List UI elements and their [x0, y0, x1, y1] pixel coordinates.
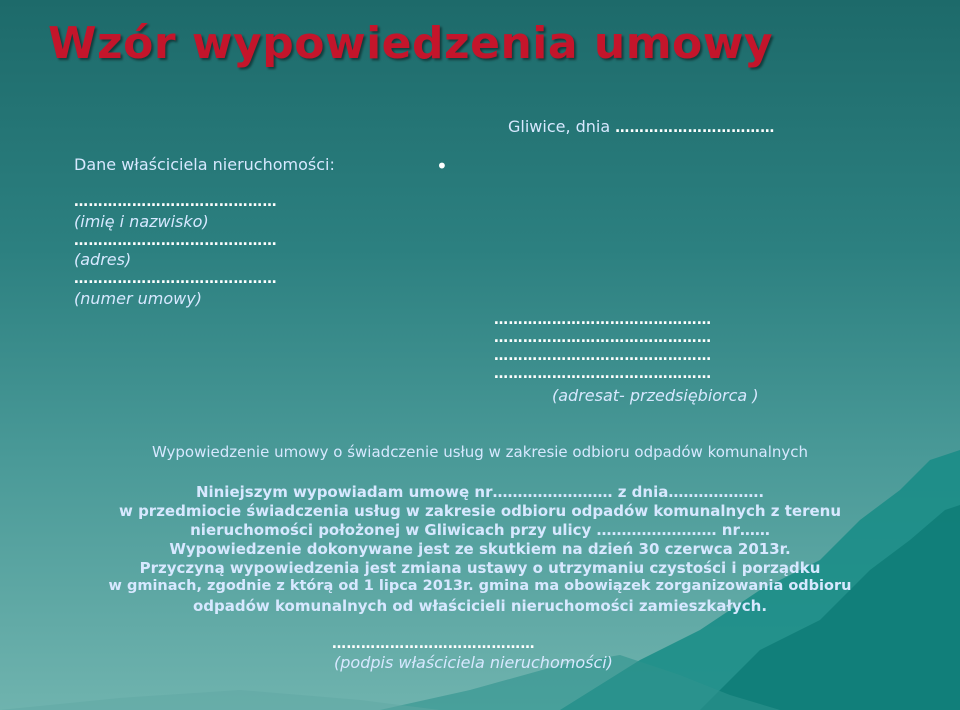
date-dots: …………………………… [615, 120, 775, 136]
date-label: Gliwice, dnia [508, 117, 611, 136]
addressee-dots: ……………………………………… [494, 348, 712, 364]
contract-number-label: (numer umowy) [74, 289, 202, 308]
owner-name-label: (imię i nazwisko) [74, 212, 209, 231]
bullet-icon: • [436, 154, 448, 178]
contract-number-dots: …………………………………… [74, 271, 277, 287]
owner-heading: Dane właściciela nieruchomości: [74, 155, 335, 174]
addressee-label: (adresat- przedsiębiorca ) [552, 386, 759, 405]
addressee-dots: ……………………………………… [494, 330, 712, 346]
subject-line: Wypowiedzenie umowy o świadczenie usług w zakresie odbioru odpadów komunalnych [151, 443, 809, 461]
owner-address-label: (adres) [74, 250, 132, 269]
body-line: Przyczyną wypowiedzenia jest zmiana ustawy o utrzymaniu czystości i porządku [139, 559, 821, 577]
body-line: Wypowiedzenie dokonywane jest ze skutkiem na dzień 30 czerwca 2013r. [169, 540, 791, 558]
addressee-dots: ……………………………………… [494, 312, 712, 328]
page-title: Wzór wypowiedzenia umowy [48, 18, 774, 69]
body-line: w przedmiocie świadczenia usług w zakresie odbioru odpadów komunalnych z terenu [118, 502, 841, 520]
body-line: w gminach, zgodnie z którą od 1 lipca 2013r. gmina ma obowiązek zorganizowania odbioru [108, 578, 852, 594]
body-line: odpadów komunalnych od właścicieli nieruchomości zamieszkałych. [192, 597, 768, 615]
signature-label: (podpis właściciela nieruchomości) [334, 653, 613, 672]
date-line [508, 117, 775, 136]
body-line: Niniejszym wypowiadam umowę nr…………………… z dnia………………. [195, 483, 765, 501]
addressee-dots: ……………………………………… [494, 366, 712, 382]
owner-address-dots: …………………………………… [74, 233, 277, 249]
signature-dots: …………………………………… [332, 636, 535, 652]
owner-name-dots: …………………………………… [74, 194, 277, 210]
body-line: nieruchomości położonej w Gliwicach przy ulicy …………………… nr…… [190, 521, 770, 539]
